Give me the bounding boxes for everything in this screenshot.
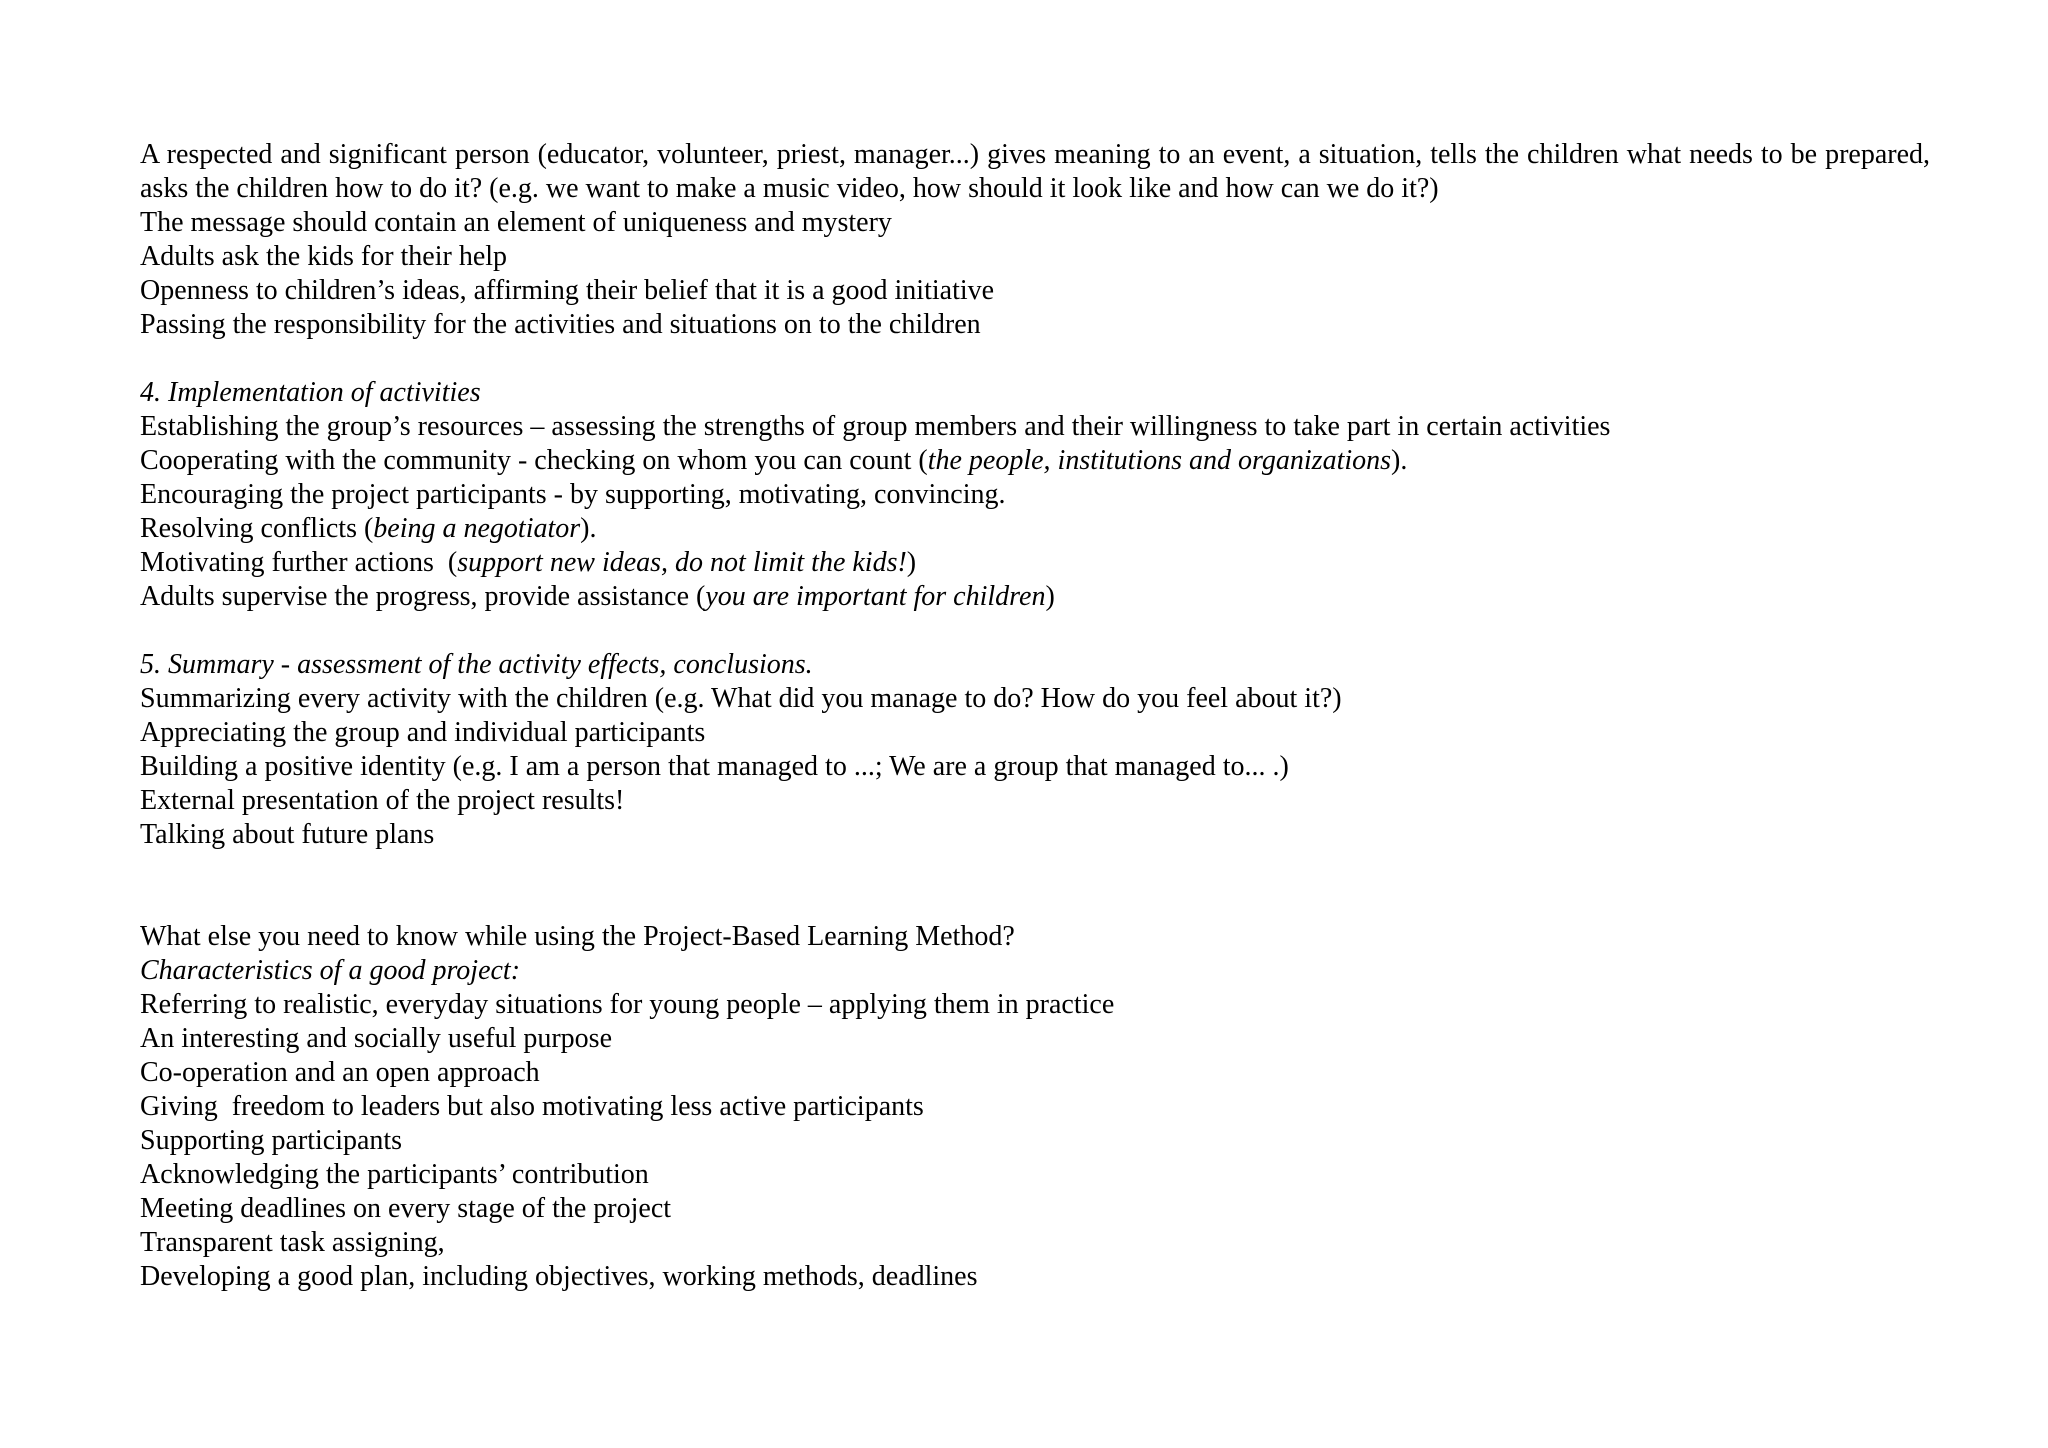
italic-run: you are important for children [705, 581, 1046, 612]
spacer [140, 614, 1930, 648]
characteristic-line: Transparent task assigning, [140, 1227, 445, 1258]
text-run: ) [1045, 581, 1055, 612]
italic-run: the people, institutions and organizations [927, 445, 1392, 476]
italic-run: support new ideas, do not limit the kids! [457, 547, 907, 578]
characteristic-line: Developing a good plan, including objectives, working methods, deadlines [140, 1261, 978, 1292]
text-run: ) [906, 547, 917, 578]
section-4-line [140, 546, 1930, 580]
characteristic-line: Meeting deadlines on every stage of the project [140, 1193, 672, 1224]
text-run: ). [1391, 445, 1408, 476]
characteristic-line: Giving freedom to leaders but also motivating less active participants [140, 1091, 924, 1122]
section-5-line: Building a positive identity (e.g. I am a person that managed to ...; We are a group that managed to... .) [140, 751, 1289, 782]
section-5-line: Talking about future plans [140, 819, 435, 850]
section-4-line [140, 512, 1930, 546]
document-page [140, 138, 1937, 1294]
section-5-line: External presentation of the project results! [140, 785, 625, 816]
italic-run: being a negotiator [373, 513, 581, 544]
text-run: Motivating further actions ( [140, 547, 458, 578]
spacer [140, 342, 1930, 376]
intro-line: Adults ask the kids for their help [140, 241, 508, 272]
intro-paragraph: A respected and significant person (educator, volunteer, priest, manager...) gives meaning to an event, a situation, tells the children what needs to be prepared, asks the children how to do it? (e.g. we want to make a music video, how should it look like and how can we do it?) [140, 139, 1937, 204]
section-4-heading: 4. Implementation of activities [140, 377, 481, 408]
text-run: Adults supervise the progress, provide assistance ( [140, 581, 706, 612]
intro-line: Passing the responsibility for the activities and situations on to the children [140, 309, 981, 340]
intro-line: The message should contain an element of uniqueness and mystery [140, 207, 892, 238]
characteristic-line: Referring to realistic, everyday situations for young people – applying them in practice [140, 989, 1115, 1020]
section-4-line [140, 444, 1930, 478]
section-6-question: What else you need to know while using the Project-Based Learning Method? [140, 921, 1015, 952]
characteristic-line: Co-operation and an open approach [140, 1057, 540, 1088]
characteristic-line: An interesting and socially useful purpose [140, 1023, 613, 1054]
intro-line: Openness to children’s ideas, affirming their belief that it is a good initiative [140, 275, 995, 306]
text-run: ). [580, 513, 597, 544]
text-run: Cooperating with the community - checking on whom you can count ( [140, 445, 928, 476]
characteristic-line: Acknowledging the participants’ contribution [140, 1159, 649, 1190]
spacer [140, 852, 1930, 920]
section-6-subheading: Characteristics of a good project: [140, 955, 521, 986]
section-4-line: Establishing the group’s resources – assessing the strengths of group members and their willingness to take part in certain activities [140, 411, 1611, 442]
section-5-line: Appreciating the group and individual participants [140, 717, 706, 748]
section-4-line: Encouraging the project participants - by supporting, motivating, convincing. [140, 479, 1006, 510]
section-5-heading: 5. Summary - assessment of the activity effects, conclusions. [140, 649, 813, 680]
section-4-line [140, 580, 1930, 614]
text-run: Resolving conflicts ( [140, 513, 374, 544]
characteristic-line: Supporting participants [140, 1125, 403, 1156]
section-5-line: Summarizing every activity with the children (e.g. What did you manage to do? How do you feel about it?) [140, 683, 1342, 714]
